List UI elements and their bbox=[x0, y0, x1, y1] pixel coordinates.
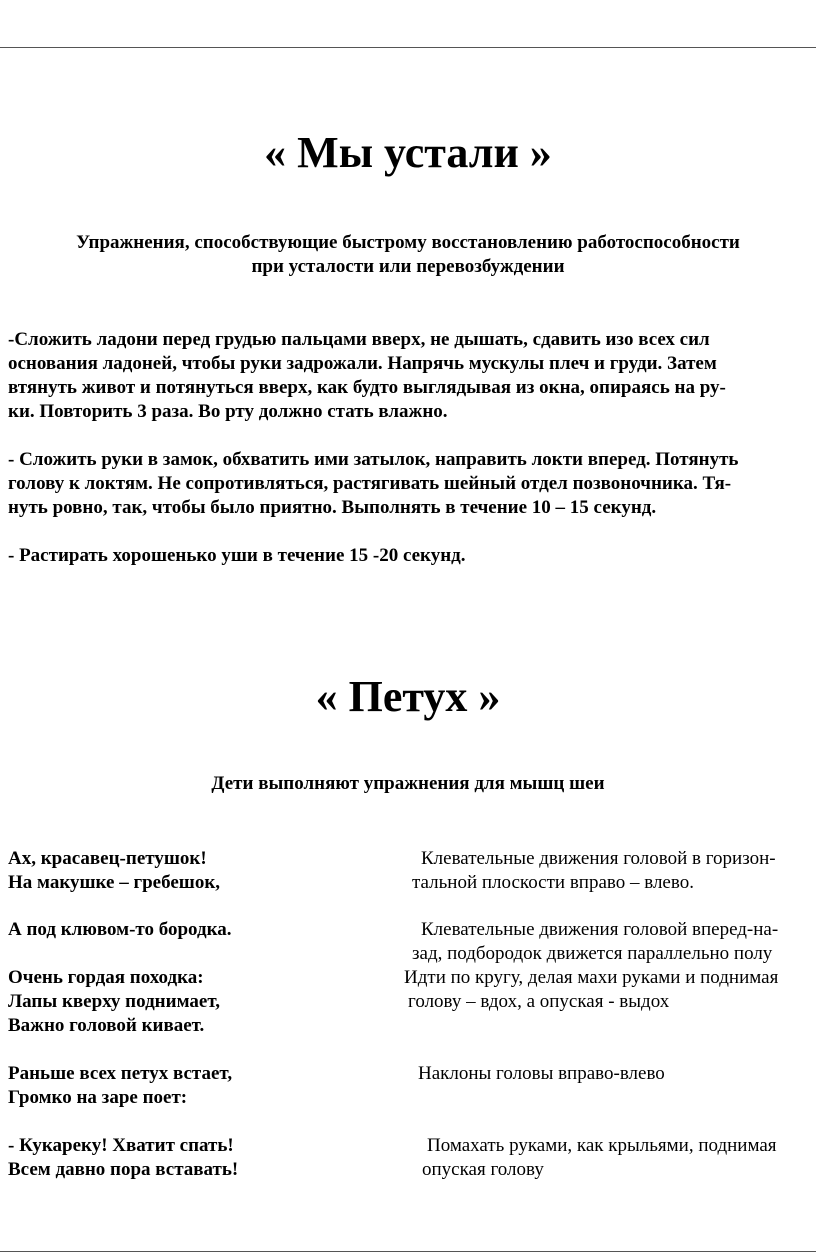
poem-line: А под клювом-то бородка. bbox=[8, 919, 232, 940]
instruction-line: голову – вдох, а опуская - выдох bbox=[408, 991, 670, 1012]
poem-stanza-1 bbox=[8, 847, 220, 895]
top-rule bbox=[0, 47, 816, 48]
poem-line: Раньше всех петух встает, bbox=[8, 1063, 233, 1084]
exercise-paragraph-1 bbox=[8, 328, 726, 424]
exercise-paragraph-2 bbox=[8, 448, 738, 520]
poem-line: На макушке – гребешок, bbox=[8, 872, 221, 893]
instruction-line: Клевательные движения головой в горизон- bbox=[421, 848, 776, 869]
section-title-tired: « Мы устали » bbox=[264, 128, 552, 177]
poem-line: Всем давно пора вставать! bbox=[8, 1159, 239, 1180]
instruction-line: Идти по кругу, делая махи руками и поднимая bbox=[404, 967, 779, 988]
poem-line: - Кукареку! Хватит спать! bbox=[8, 1135, 234, 1156]
bottom-rule bbox=[0, 1251, 816, 1252]
paragraph-line: основания ладоней, чтобы руки задрожали. Напрячь мускулы плеч и груди. Затем bbox=[8, 353, 717, 374]
paragraph-line: ки. Повторить 3 раза. Во рту должно стать влажно. bbox=[8, 401, 448, 422]
paragraph-line: -Сложить ладони перед грудью пальцами вверх, не дышать, сдавить изо всех сил bbox=[8, 329, 710, 350]
paragraph-line: - Растирать хорошенько уши в течение 15 -20 секунд. bbox=[8, 545, 466, 566]
paragraph-line: втянуть живот и потянуться вверх, как будто выглядывая из окна, опираясь на ру- bbox=[8, 377, 726, 398]
poem-stanza-3 bbox=[8, 966, 220, 1038]
poem-line: Лапы кверху поднимает, bbox=[8, 991, 220, 1012]
poem-line: Ах, красавец-петушок! bbox=[8, 848, 207, 869]
subtitle-line: при усталости или перевозбуждении bbox=[251, 256, 565, 277]
instruction-line: Помахать руками, как крыльями, поднимая bbox=[427, 1135, 777, 1156]
instruction-line: опуская голову bbox=[422, 1159, 544, 1180]
poem-stanza-2 bbox=[8, 918, 232, 942]
instruction-line: зад, подбородок движется параллельно полу bbox=[412, 943, 773, 964]
poem-stanza-4 bbox=[8, 1062, 232, 1110]
section-subtitle-rooster: Дети выполняют упражнения для мышц шеи bbox=[211, 773, 605, 794]
instruction-line: Клевательные движения головой вперед-на- bbox=[421, 919, 779, 940]
poem-line: Громко на заре поет: bbox=[8, 1087, 188, 1108]
paragraph-line: голову к локтям. Не сопротивляться, растягивать шейный отдел позвоночника. Тя- bbox=[8, 473, 732, 494]
exercise-paragraph-3 bbox=[8, 544, 466, 568]
poem-stanza-5 bbox=[8, 1134, 238, 1182]
section-title-rooster: « Петух » bbox=[315, 672, 501, 721]
poem-line: Важно головой кивает. bbox=[8, 1015, 205, 1036]
poem-line: Очень гордая походка: bbox=[8, 967, 204, 988]
instruction-line: тальной плоскости вправо – влево. bbox=[412, 872, 694, 893]
paragraph-line: - Сложить руки в замок, обхватить ими затылок, направить локти вперед. Потянуть bbox=[8, 449, 739, 470]
subtitle-line: Упражнения, способствующие быстрому восстановлению работоспособности bbox=[76, 232, 740, 253]
instruction-line: Наклоны головы вправо-влево bbox=[418, 1063, 665, 1084]
paragraph-line: нуть ровно, так, чтобы было приятно. Выполнять в течение 10 – 15 секунд. bbox=[8, 497, 657, 518]
section-subtitle-tired bbox=[0, 231, 816, 279]
